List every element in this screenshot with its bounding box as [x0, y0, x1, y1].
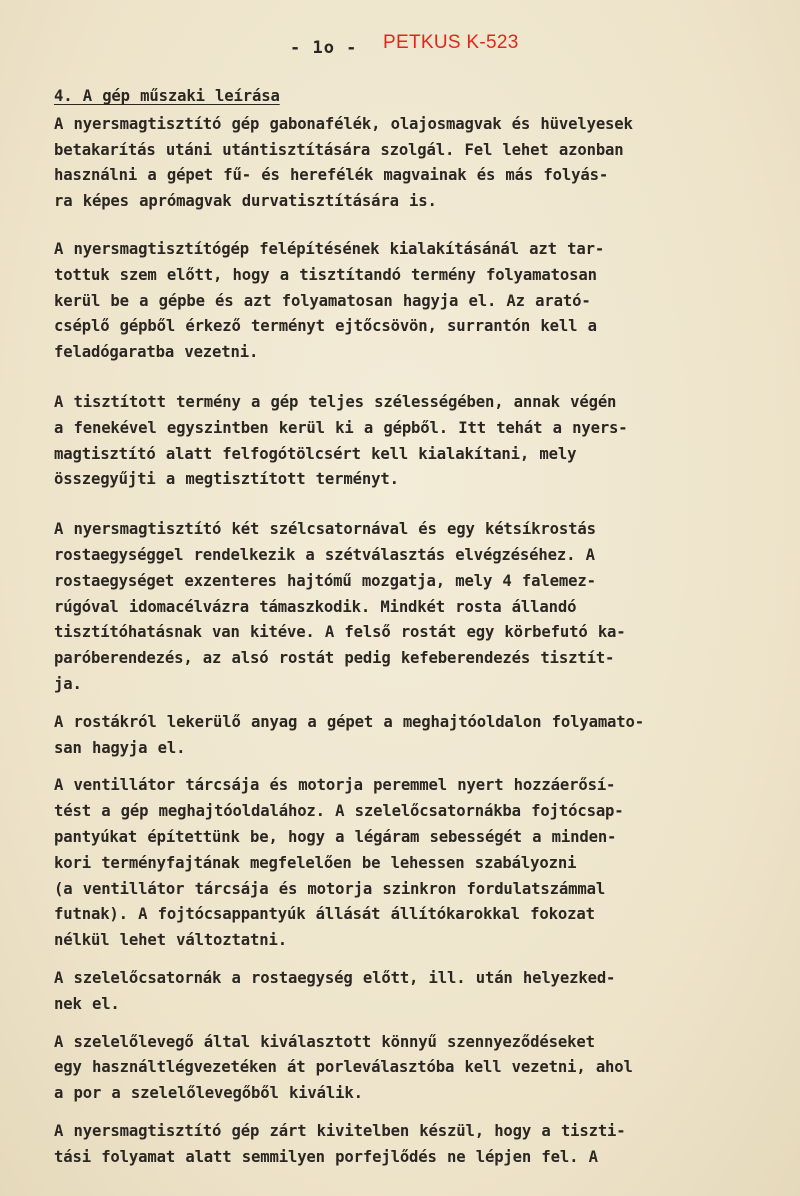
text-line: futnak). A fojtócsappantyúk állását állítókarokkal fokozat	[54, 905, 595, 924]
paragraph	[54, 710, 744, 762]
document-body	[54, 84, 744, 1170]
text-line: feladógaratba vezetni.	[54, 343, 259, 362]
page-header	[0, 30, 800, 60]
text-line: ja.	[54, 674, 82, 693]
text-line: cséplő gépből érkező terményt ejtőcsövön, surrantón kell a	[54, 317, 597, 336]
text-line: összegyűjti a megtisztított terményt.	[54, 470, 399, 489]
text-line: A nyersmagtisztító két szélcsatornával és egy kétsíkrostás	[54, 520, 596, 539]
text-line: rúgóval idomacélvázra támaszkodik. Mindkét rosta állandó	[54, 597, 577, 616]
text-line: A szelelőlevegő által kiválasztott könnyű szennyeződéseket	[54, 1032, 595, 1051]
text-line: rostaegységet exzenteres hajtómű mozgatja, mely 4 falemez-	[54, 571, 596, 590]
text-line: betakarítás utáni utántisztítására szolgál. Fel lehet azonban	[54, 140, 624, 159]
text-line: tést a gép meghajtóoldalához. A szelelőcsatornákba fojtócsap-	[54, 802, 624, 821]
text-line: kerül be a gépbe és azt folyamatosan hagyja el. Az arató-	[54, 291, 591, 310]
text-line: ra képes aprómagvak durvatisztítására is.	[54, 192, 437, 211]
text-line: A nyersmagtisztító gép gabonafélék, olajosmagvak és hüvelyesek	[54, 114, 633, 133]
text-line: paróberendezés, az alsó rostát pedig kefeberendezés tisztít-	[54, 649, 615, 668]
text-line: egy használtlégvezetéken át porleválasztóba kell vezetni, ahol	[54, 1058, 633, 1077]
text-line: rostaegységgel rendelkezik a szétválasztás elvégzéséhez. A	[54, 545, 595, 564]
paragraph	[54, 237, 744, 366]
text-line: A tisztított termény a gép teljes szélességében, annak végén	[54, 392, 617, 411]
text-line: A szelelőcsatornák a rostaegység előtt, ill. után helyezked-	[54, 968, 616, 987]
paragraph	[54, 1030, 744, 1107]
paragraph	[54, 390, 744, 493]
text-line: pantyúkat építettünk be, hogy a légáram sebességét a minden-	[54, 827, 617, 846]
text-line: nek el.	[54, 994, 120, 1013]
text-line: tisztítóhatásnak van kitéve. A felső rostát egy körbefutó ka-	[54, 623, 626, 642]
text-line: A ventillátor tárcsája és motorja peremmel nyert hozzáerősí-	[54, 776, 616, 795]
section-heading: 4. A gép műszaki leírása	[54, 87, 280, 105]
text-line: A nyersmagtisztító gép zárt kivitelben készül, hogy a tiszti-	[54, 1121, 626, 1140]
paragraph	[54, 517, 744, 698]
paragraph	[54, 773, 744, 954]
text-line: magtisztító alatt felfogótölcsért kell kialakítani, mely	[54, 444, 577, 463]
paragraph	[54, 112, 744, 215]
text-line: kori terményfajtának megfelelően be lehessen szabályozni	[54, 853, 577, 872]
paragraph	[54, 966, 744, 1018]
text-line: a por a szelelőlevegőből kiválik.	[54, 1084, 363, 1103]
text-line: A nyersmagtisztítógép felépítésének kialakításánál azt tar-	[54, 239, 605, 258]
model-stamp: PETKUS K-523	[383, 32, 519, 53]
text-line: nélkül lehet változtatni.	[54, 931, 287, 950]
text-line: A rostákról lekerülő anyag a gépet a meghajtóoldalon folyamato-	[54, 712, 645, 731]
page-number: - 1o -	[290, 38, 358, 58]
text-line: használni a gépet fű- és herefélék magvainak és más folyás-	[54, 166, 609, 185]
paragraph	[54, 1119, 744, 1171]
text-line: san hagyja el.	[54, 738, 186, 757]
text-line: a fenekével egyszintben kerül ki a gépből. Itt tehát a nyers-	[54, 418, 628, 437]
text-line: (a ventillátor tárcsája és motorja szinkron fordulatszámmal	[54, 879, 606, 898]
text-line: tási folyamat alatt semmilyen porfejlődés ne lépjen fel. A	[54, 1147, 598, 1166]
text-line: tottuk szem előtt, hogy a tisztítandó termény folyamatosan	[54, 265, 597, 284]
